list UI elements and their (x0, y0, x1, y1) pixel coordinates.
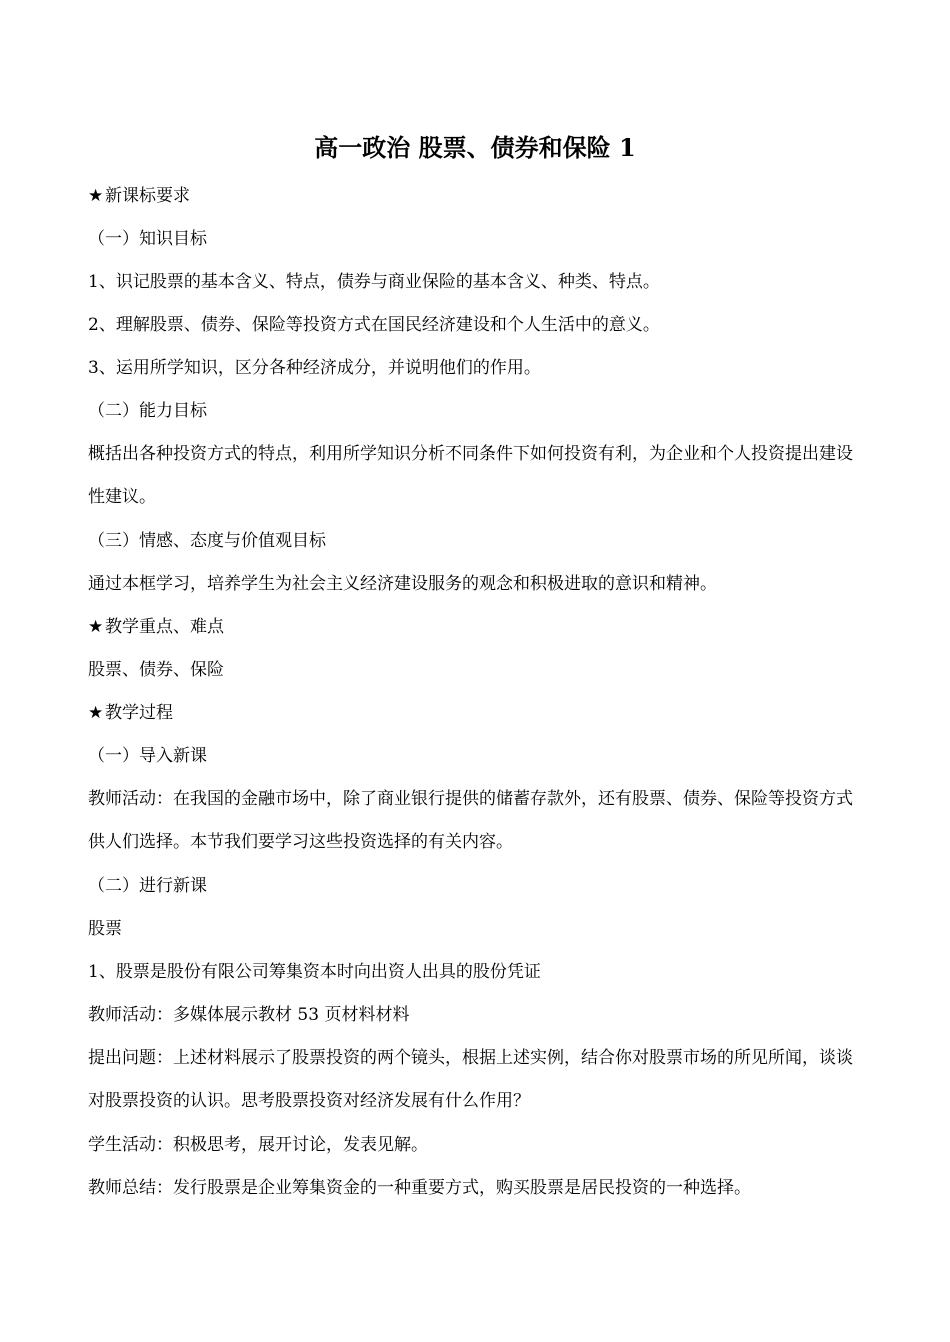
paragraph-item: 股票 (88, 919, 122, 939)
heading-key-points (88, 614, 863, 640)
star-icon: ★ (88, 617, 104, 637)
star-icon: ★ (88, 186, 104, 206)
star-icon: ★ (88, 703, 104, 723)
heading-new-curriculum-requirements (88, 183, 863, 209)
heading-text: 教学过程 (105, 703, 173, 723)
paragraph-item: 教师活动：多媒体展示教材 53 页材料材料 (88, 1005, 410, 1025)
paragraph-wrapped: 提出问题：上述材料展示了股票投资的两个镜头，根据上述实例，结合你对股票市场的所见所闻，谈谈对股票投资的认识。思考股票投资对经济发展有什么作用？ (88, 1048, 853, 1111)
paragraph-item: 1、股票是股份有限公司筹集资本时向出资人出具的股份凭证 (88, 962, 541, 982)
paragraph-wrapped: 教师活动：在我国的金融市场中，除了商业银行提供的储蓄存款外，还有股票、债券、保险等投资方式供人们选择。本节我们要学习这些投资选择的有关内容。 (88, 789, 853, 852)
paragraph-item: 3、运用所学知识，区分各种经济成分，并说明他们的作用。 (88, 358, 541, 378)
paragraph-item: 通过本框学习，培养学生为社会主义经济建设服务的观念和积极进取的意识和精神。 (88, 574, 717, 594)
paragraph-wrapped: 概括出各种投资方式的特点，利用所学知识分析不同条件下如何投资有利，为企业和个人投资提出建设性建议。 (88, 444, 853, 507)
heading-text: 教学重点、难点 (105, 617, 224, 637)
paragraph-item: 教师总结：发行股票是企业筹集资金的一种重要方式，购买股票是居民投资的一种选择。 (88, 1178, 751, 1198)
page-title: 高一政治 股票、债券和保险 1 (314, 133, 636, 162)
subheading-introduction: （一）导入新课 (88, 746, 207, 766)
paragraph-item: 学生活动：积极思考，展开讨论，发表见解。 (88, 1135, 428, 1155)
document-body (88, 183, 863, 1218)
subheading-emotion-attitude-values: （三）情感、态度与价值观目标 (88, 531, 326, 551)
heading-teaching-process (88, 700, 863, 726)
paragraph-item: 1、识记股票的基本含义、特点，债券与商业保险的基本含义、种类、特点。 (88, 272, 660, 292)
heading-text: 新课标要求 (105, 186, 190, 206)
subheading-knowledge-goals: （一）知识目标 (88, 229, 207, 249)
paragraph-item: 2、理解股票、债券、保险等投资方式在国民经济建设和个人生活中的意义。 (88, 315, 660, 335)
subheading-new-lesson: （二）进行新课 (88, 876, 207, 896)
paragraph-item: 股票、债券、保险 (88, 660, 224, 680)
subheading-ability-goals: （二）能力目标 (88, 401, 207, 421)
